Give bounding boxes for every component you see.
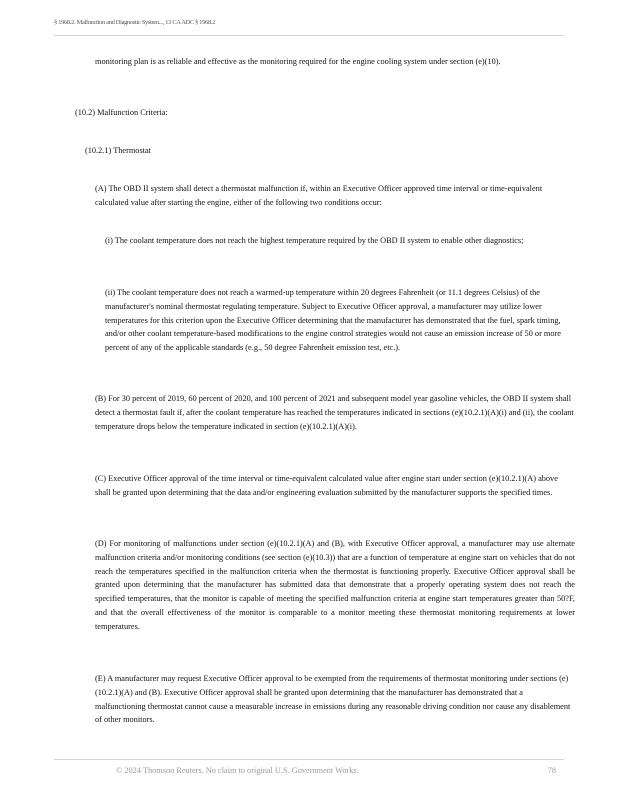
page-header-citation: § 1968.2. Malfunction and Diagnostic System..., 13 CA ADC § 1968.2 [54,19,216,26]
paragraph-a-i: (i) The coolant temperature does not reach the highest temperature required by the OBD II system to enable other diagnostics; [105,236,524,245]
subsection-heading-thermostat: (10.2.1) Thermostat [85,146,151,155]
paragraph-d: (D) For monitoring of malfunctions under section (e)(10.2.1)(A) and (B), with Executive Officer approval, a manufacturer may use alternate malfunction criteria and/or monitoring conditions (see section (e)(10.3)) that are a function of temperature at engine start on vehicles that do not reach the temperatures specified in the malfunction criteria when the thermostat is functioning properly. Executive Officer approval shall be granted upon determining that the manufacturer has submitted data that demonstrate that a properly operating system does not reach the specified temperatures, that the monitor is capable of meeting the specified malfunction criteria at engine start temperatures greater than 50?F, and that the overall effectiveness of the monitor is comparable to a monitor meeting these thermostat monitoring requirements at lower temperatures. [95,539,575,631]
section-heading-malfunction-criteria: (10.2) Malfunction Criteria: [75,108,168,117]
header-divider [54,35,564,36]
paragraph-e: (E) A manufacturer may request Executive Officer approval to be exempted from the requirements of thermostat monitoring under sections (e)(10.2.1)(A) and (B). Executive Officer approval shall be granted upon determining that the manufacturer has demonstrated that a malfunctioning thermostat cannot cause a measurable increase in emissions during any reasonable driving condition nor cause any disablement of other monitors. [95,674,571,725]
paragraph-a-ii: (ii) The coolant temperature does not reach a warmed-up temperature within 20 degrees Fahrenheit (or 11.1 degrees Celsius) of the manufacturer's nominal thermostat regulating temperature. Subject to Executive Officer approval, a manufacturer may utilize lower temperatures for this criterion upon the Executive Officer determining that the manufacturer has demonstrated that the fuel, spark timing, and/or other coolant temperature-based modifications to the engine control strategies would not cause an emission increase of 50 or more percent of any of the applicable standards (e.g., 50 degree Fahrenheit emission test, etc.). [105,288,561,353]
page-number: 78 [547,766,556,775]
paragraph-a: (A) The OBD II system shall detect a thermostat malfunction if, within an Executive Officer approved time interval or time-equivalent calculated value after starting the engine, either of the following two conditions occur: [95,184,543,207]
continued-paragraph: monitoring plan is as reliable and effective as the monitoring required for the engine cooling system under section (e)(10). [95,57,501,66]
paragraph-b: (B) For 30 percent of 2019, 60 percent of 2020, and 100 percent of 2021 and subsequent model year gasoline vehicles, the OBD II system shall detect a thermostat fault if, after the coolant temperature has reached the temperatures indicated in sections (e)(10.2.1)(A)(i) and (ii), the coolant temperature drops below the temperature indicated in section (e)(10.2.1)(A)(i). [95,394,574,431]
paragraph-c: (C) Executive Officer approval of the time interval or time-equivalent calculated value after engine start under section (e)(10.2.1)(A) above shall be granted upon determining that the data and/or engineering evaluation submitted by the manufacturer supports the specified times. [95,474,558,497]
footer-divider [54,759,564,760]
footer-copyright: © 2024 Thomson Reuters. No claim to original U.S. Government Works. [116,766,359,775]
